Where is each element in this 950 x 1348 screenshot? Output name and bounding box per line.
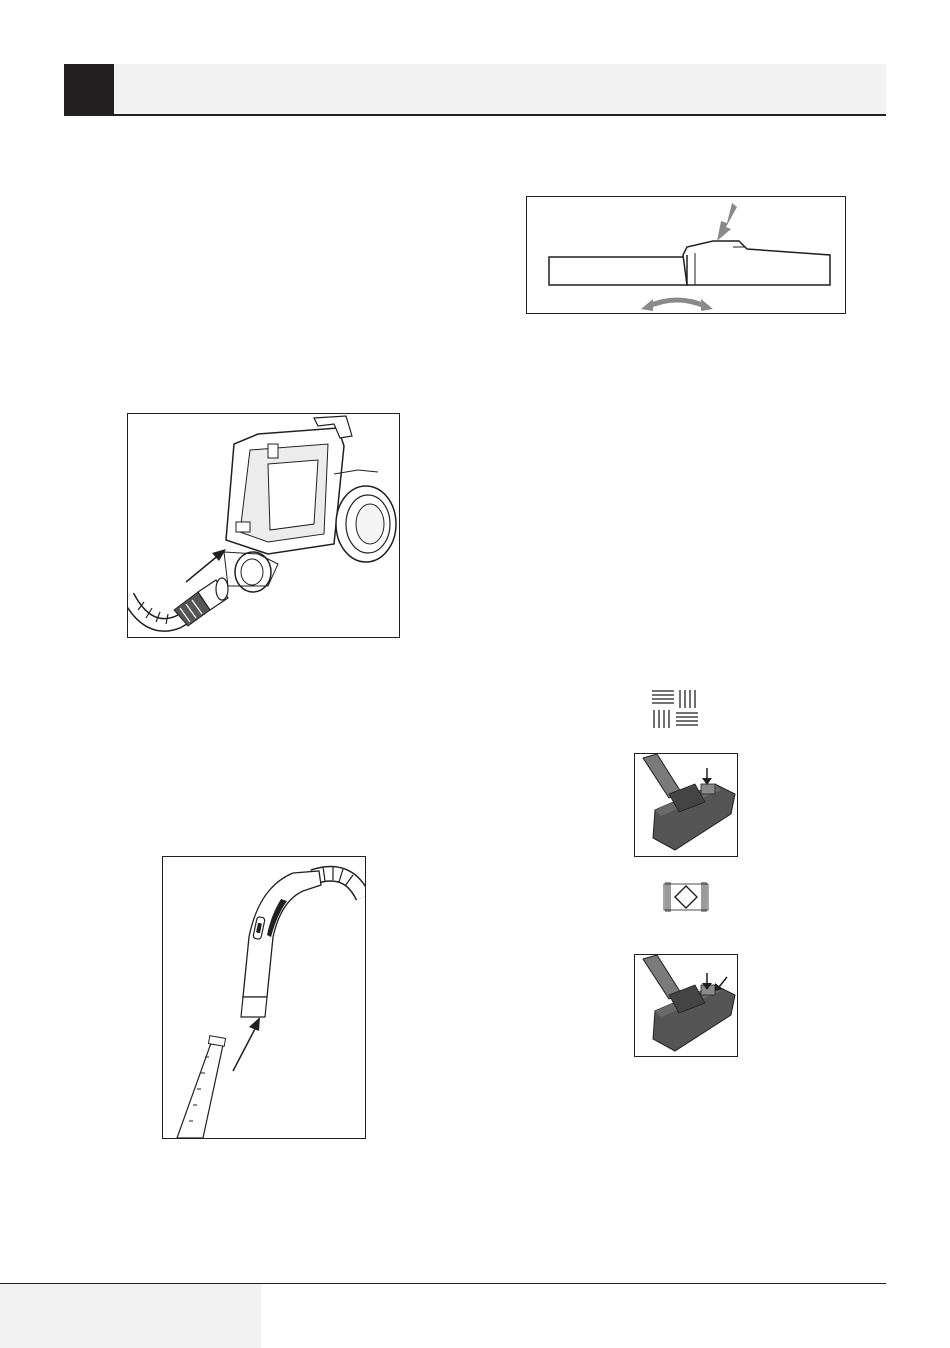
header-rule <box>64 114 886 116</box>
figure-nozzle-carpet <box>634 954 738 1057</box>
floor-nozzle-hard-floor-icon <box>635 754 737 856</box>
section-header-band <box>64 64 886 114</box>
footer-block <box>0 1284 261 1348</box>
figure-handle-into-tube <box>162 856 366 1139</box>
section-number-box <box>64 64 114 114</box>
hose-handle-tube-icon <box>163 857 365 1138</box>
carpet-icon <box>660 880 712 914</box>
vacuum-body-hose-icon <box>128 414 399 637</box>
carpet-symbol <box>660 880 712 914</box>
floor-nozzle-carpet-icon <box>635 955 737 1056</box>
figure-tube-length-adjust <box>526 196 846 314</box>
telescopic-tube-diagram-icon <box>527 197 845 313</box>
parquet-floor-icon <box>650 688 702 730</box>
figure-hose-connect <box>127 413 400 638</box>
hard-floor-symbol <box>650 688 702 730</box>
figure-nozzle-hard-floor <box>634 753 738 857</box>
